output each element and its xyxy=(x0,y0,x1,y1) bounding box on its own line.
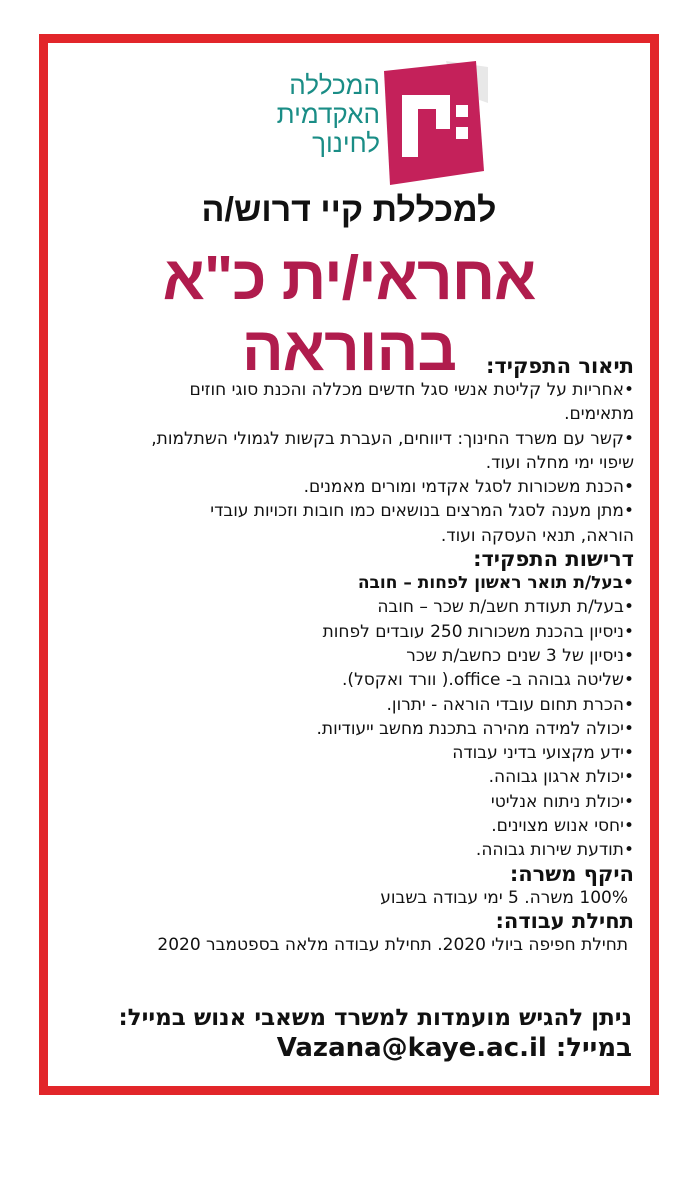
email-link[interactable]: Vazana@kaye.ac.il xyxy=(276,1033,547,1063)
start-heading: תחילת עבודה: xyxy=(495,908,634,933)
email-line xyxy=(118,1033,632,1063)
job-title: אחראי/ית כ"א בהוראה xyxy=(162,244,536,384)
description-heading: תיאור התפקיד: xyxy=(486,354,634,378)
requirement-item: •ניסיון של 3 שנים כחשב/ת שכר xyxy=(406,645,634,666)
description-line: הוראה, תנאי העסקה ועוד. xyxy=(440,525,634,546)
description-line: מתאימים. xyxy=(564,404,634,425)
ad-frame xyxy=(39,34,659,1095)
description-line: שיפוי ימי מחלה ועוד. xyxy=(485,452,634,473)
requirement-item: •יכולה למידה מהירה בתכנת מחשב ייעודיות. xyxy=(316,718,634,739)
logo-line: המכללה xyxy=(289,70,380,100)
requirement-item: •יכולת ניתוח אנליטי xyxy=(490,791,634,812)
start-text: תחילת חפיפה ביולי 2020. תחילת עבודה מלאה בספטמבר 2020 xyxy=(157,934,628,955)
requirement-item: •תודעת שירות גבוהה. xyxy=(475,840,634,861)
description-line: •מתן מענה לסגל המרצים בנושאים כמו חובות וזכויות עובדי xyxy=(210,501,634,522)
requirement-item: •ידע מקצועי בדיני עבודה xyxy=(452,743,634,764)
apply-info xyxy=(118,1003,632,1063)
requirement-item: •הכרת תחום עובדי הוראה - יתרון. xyxy=(386,694,634,715)
scope-heading: היקף משרה: xyxy=(509,861,634,886)
requirement-item: •ניסיון בהכנת משכורות 250 עובדים לפחות xyxy=(322,621,634,642)
requirement-item: •יחסי אנוש מצוינים. xyxy=(491,816,634,837)
kaye-logo-mark-icon xyxy=(380,61,488,185)
job-details xyxy=(54,355,634,957)
subtitle: למכללת קיי דרוש/ה xyxy=(201,191,497,229)
logo-text xyxy=(277,71,380,158)
requirement-item: •בעל/ת תואר ראשון לפחות – חובה xyxy=(357,573,634,594)
description-line: •הכנת משכורות לסגל אקדמי ומורים מאמנים. xyxy=(303,477,634,498)
logo-line: האקדמית xyxy=(276,99,380,129)
college-logo xyxy=(248,59,548,189)
description-line: •אחריות על קליטת אנשי סגל חדשים מכללה והכנת סוגי חוזים xyxy=(189,380,634,400)
requirement-item: •בעל/ת תעודת חשב/ת שכר – חובה xyxy=(377,597,634,618)
description-line: •קשר עם משרד החינוך: דיווחים, העברת בקשות לגמולי השתלמות, xyxy=(151,428,634,449)
scope-text: 100% משרה. 5 ימי עבודה בשבוע xyxy=(380,887,628,908)
logo-line: לחינוך xyxy=(312,128,380,158)
apply-line: ניתן להגיש מועמדות למשרד משאבי אנוש במייל: xyxy=(118,1005,632,1031)
requirement-item: •שליטה גבוהה ב- office.( וורד ואקסל). xyxy=(342,670,634,691)
email-label: במייל: xyxy=(555,1033,632,1063)
requirements-heading: דרישות התפקיד: xyxy=(473,547,634,572)
requirement-item: •יכולת ארגון גבוהה. xyxy=(488,767,634,788)
